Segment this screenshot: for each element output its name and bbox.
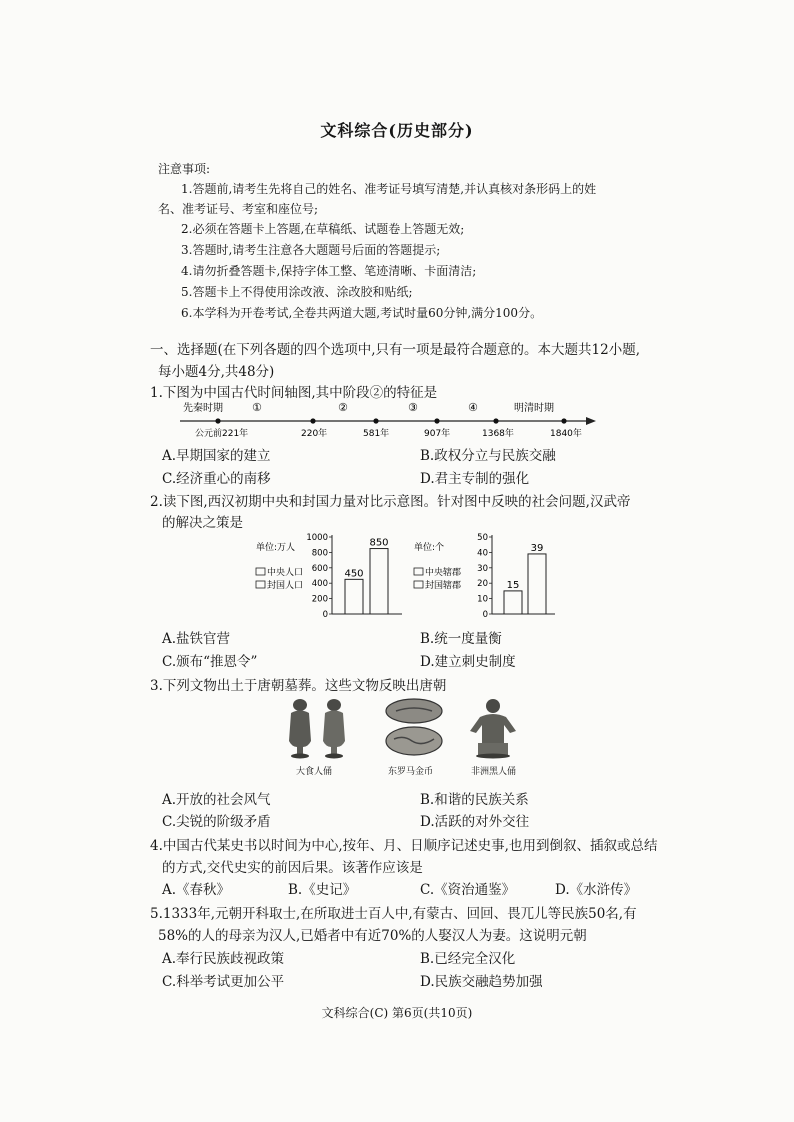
section-heading-cont: 每小题4分,共48分) <box>158 364 275 380</box>
bar-封国人口 <box>370 549 388 614</box>
artifact-caption: 非洲黑人俑 <box>471 767 517 777</box>
timeline-stage-label: 先秦时期 <box>183 403 223 414</box>
y-tick-label: 800 <box>311 548 328 559</box>
option-c: C.《资治通鉴》 <box>420 882 516 898</box>
y-tick-label: 10 <box>477 594 488 605</box>
question-stem: 1.下图为中国古代时间轴图,其中阶段②的特征是 <box>150 385 438 401</box>
legend-label: 中央辖郡 <box>425 568 462 578</box>
option-c: C.颁布“推恩令” <box>162 654 258 670</box>
note-item: 名、准考证号、考室和座位号; <box>158 202 319 216</box>
notes-heading: 注意事项: <box>158 162 211 176</box>
question-stem: 3.下列文物出土于唐朝墓葬。这些文物反映出唐朝 <box>150 678 447 694</box>
byzantine-coins-image <box>382 697 446 759</box>
question-stem: 5.1333年,元朝开科取士,在所取进士百人中,有蒙古、回回、畏兀儿等民族50名,有 <box>150 906 637 922</box>
option-d: D.民族交融趋势加强 <box>420 974 543 990</box>
population-bar-chart <box>252 530 412 620</box>
question-stem-cont: 58%的人的母亲为汉人,已婚者中有近70%的人娶汉人为妻。这说明元朝 <box>158 928 587 944</box>
note-item: 3.答题时,请考生注意各大题题号后面的答题提示; <box>181 243 441 257</box>
timeline-date: 220年 <box>301 429 328 439</box>
y-tick-label: 30 <box>477 563 488 574</box>
note-item: 6.本学科为开卷考试,全卷共两道大题,考试时量60分钟,满分100分。 <box>181 306 543 320</box>
y-tick-label: 1000 <box>306 533 328 543</box>
question-stem-cont: 的方式,交代史实的前因后果。该著作应该是 <box>162 860 423 876</box>
timeline-date: 1840年 <box>550 429 582 439</box>
legend-swatch <box>414 568 423 575</box>
timeline-stage-label: 明清时期 <box>514 403 554 414</box>
timeline-point <box>215 418 220 423</box>
chart-unit-label: 单位:万人 <box>256 543 296 553</box>
note-item: 1.答题前,请考生先将自己的姓名、准考证号填写清楚,并认真核对条形码上的姓 <box>181 182 597 196</box>
option-a: A.《春秋》 <box>162 882 231 898</box>
option-b: B.和谐的民族关系 <box>420 792 529 808</box>
option-c: C.经济重心的南移 <box>162 471 271 487</box>
timeline-point <box>310 418 315 423</box>
commandery-bar-chart <box>410 530 560 620</box>
african-figurine-image <box>464 697 522 759</box>
timeline-point <box>493 418 498 423</box>
arab-figurines-image <box>283 697 355 759</box>
legend-label: 中央人口 <box>267 568 304 578</box>
option-c: C.科举考试更加公平 <box>162 974 285 990</box>
option-b: B.《史记》 <box>288 882 357 898</box>
timeline-point <box>373 418 378 423</box>
note-item: 4.请勿折叠答题卡,保持字体工整、笔迹清晰、卡面清洁; <box>181 264 477 278</box>
note-item: 2.必须在答题卡上答题,在草稿纸、试题卷上答题无效; <box>181 222 465 236</box>
y-tick-label: 0 <box>322 610 328 620</box>
y-tick-label: 600 <box>311 563 328 574</box>
bar-中央人口 <box>345 579 363 614</box>
timeline-stage-label: ① <box>252 401 262 414</box>
y-tick-label: 400 <box>311 579 328 590</box>
option-d: D.《水浒传》 <box>555 882 638 898</box>
timeline-stage-label: ④ <box>468 401 478 414</box>
legend-swatch <box>256 581 265 588</box>
timeline-date: 907年 <box>424 429 451 439</box>
page-footer: 文科综合(C) 第6页(共10页) <box>321 1006 473 1020</box>
timeline-point <box>434 418 439 423</box>
option-a: A.早期国家的建立 <box>162 448 271 464</box>
option-b: B.政权分立与民族交融 <box>420 448 556 464</box>
option-d: D.君主专制的强化 <box>420 471 530 487</box>
bar-value-label: 450 <box>344 568 364 580</box>
legend-label: 封国辖郡 <box>425 581 462 591</box>
artifact-caption: 大食人俑 <box>296 767 333 777</box>
timeline-date: 581年 <box>363 429 390 439</box>
bar-封国辖郡 <box>528 554 546 614</box>
question-stem: 4.中国古代某史书以时间为中心,按年、月、日顺序记述史事,也用到倒叙、插叙或总结 <box>150 838 658 854</box>
bar-value-label: 15 <box>506 579 520 591</box>
timeline-stage-label: ③ <box>408 401 418 414</box>
option-d: D.活跃的对外交往 <box>420 814 530 830</box>
chart-unit-label: 单位:个 <box>414 543 445 553</box>
question-stem-cont: 的解决之策是 <box>162 515 243 531</box>
question-stem: 2.读下图,西汉初期中央和封国力量对比示意图。针对图中反映的社会问题,汉武帝 <box>150 494 631 510</box>
option-b: B.统一度量衡 <box>420 631 502 647</box>
section-heading: 一、选择题(在下列各题的四个选项中,只有一项是最符合题意的。本大题共12小题, <box>150 342 641 358</box>
y-tick-label: 200 <box>311 594 328 605</box>
option-c: C.尖锐的阶级矛盾 <box>162 814 271 830</box>
timeline-date: 1368年 <box>482 429 514 439</box>
option-a: A.开放的社会风气 <box>162 792 271 808</box>
legend-swatch <box>414 581 423 588</box>
y-tick-label: 50 <box>477 533 488 543</box>
bar-value-label: 39 <box>530 542 544 554</box>
y-tick-label: 40 <box>477 548 488 559</box>
bar-中央辖郡 <box>504 591 522 614</box>
y-tick-label: 0 <box>482 610 488 620</box>
legend-swatch <box>256 568 265 575</box>
option-b: B.已经完全汉化 <box>420 951 516 967</box>
artifact-caption: 东罗马金币 <box>388 767 434 777</box>
timeline-figure <box>180 398 600 440</box>
bar-value-label: 850 <box>369 537 389 549</box>
option-a: A.盐铁官营 <box>162 631 231 647</box>
option-a: A.奉行民族歧视政策 <box>162 951 285 967</box>
page-title: 文科综合(历史部分) <box>320 121 474 140</box>
timeline-stage-label: ② <box>338 401 348 414</box>
timeline-date: 公元前221年 <box>195 429 249 439</box>
y-tick-label: 20 <box>477 579 488 590</box>
timeline-point <box>561 418 566 423</box>
legend-label: 封国人口 <box>267 581 304 591</box>
option-d: D.建立刺史制度 <box>420 654 516 670</box>
note-item: 5.答题卡上不得使用涂改液、涂改胶和贴纸; <box>181 285 413 299</box>
